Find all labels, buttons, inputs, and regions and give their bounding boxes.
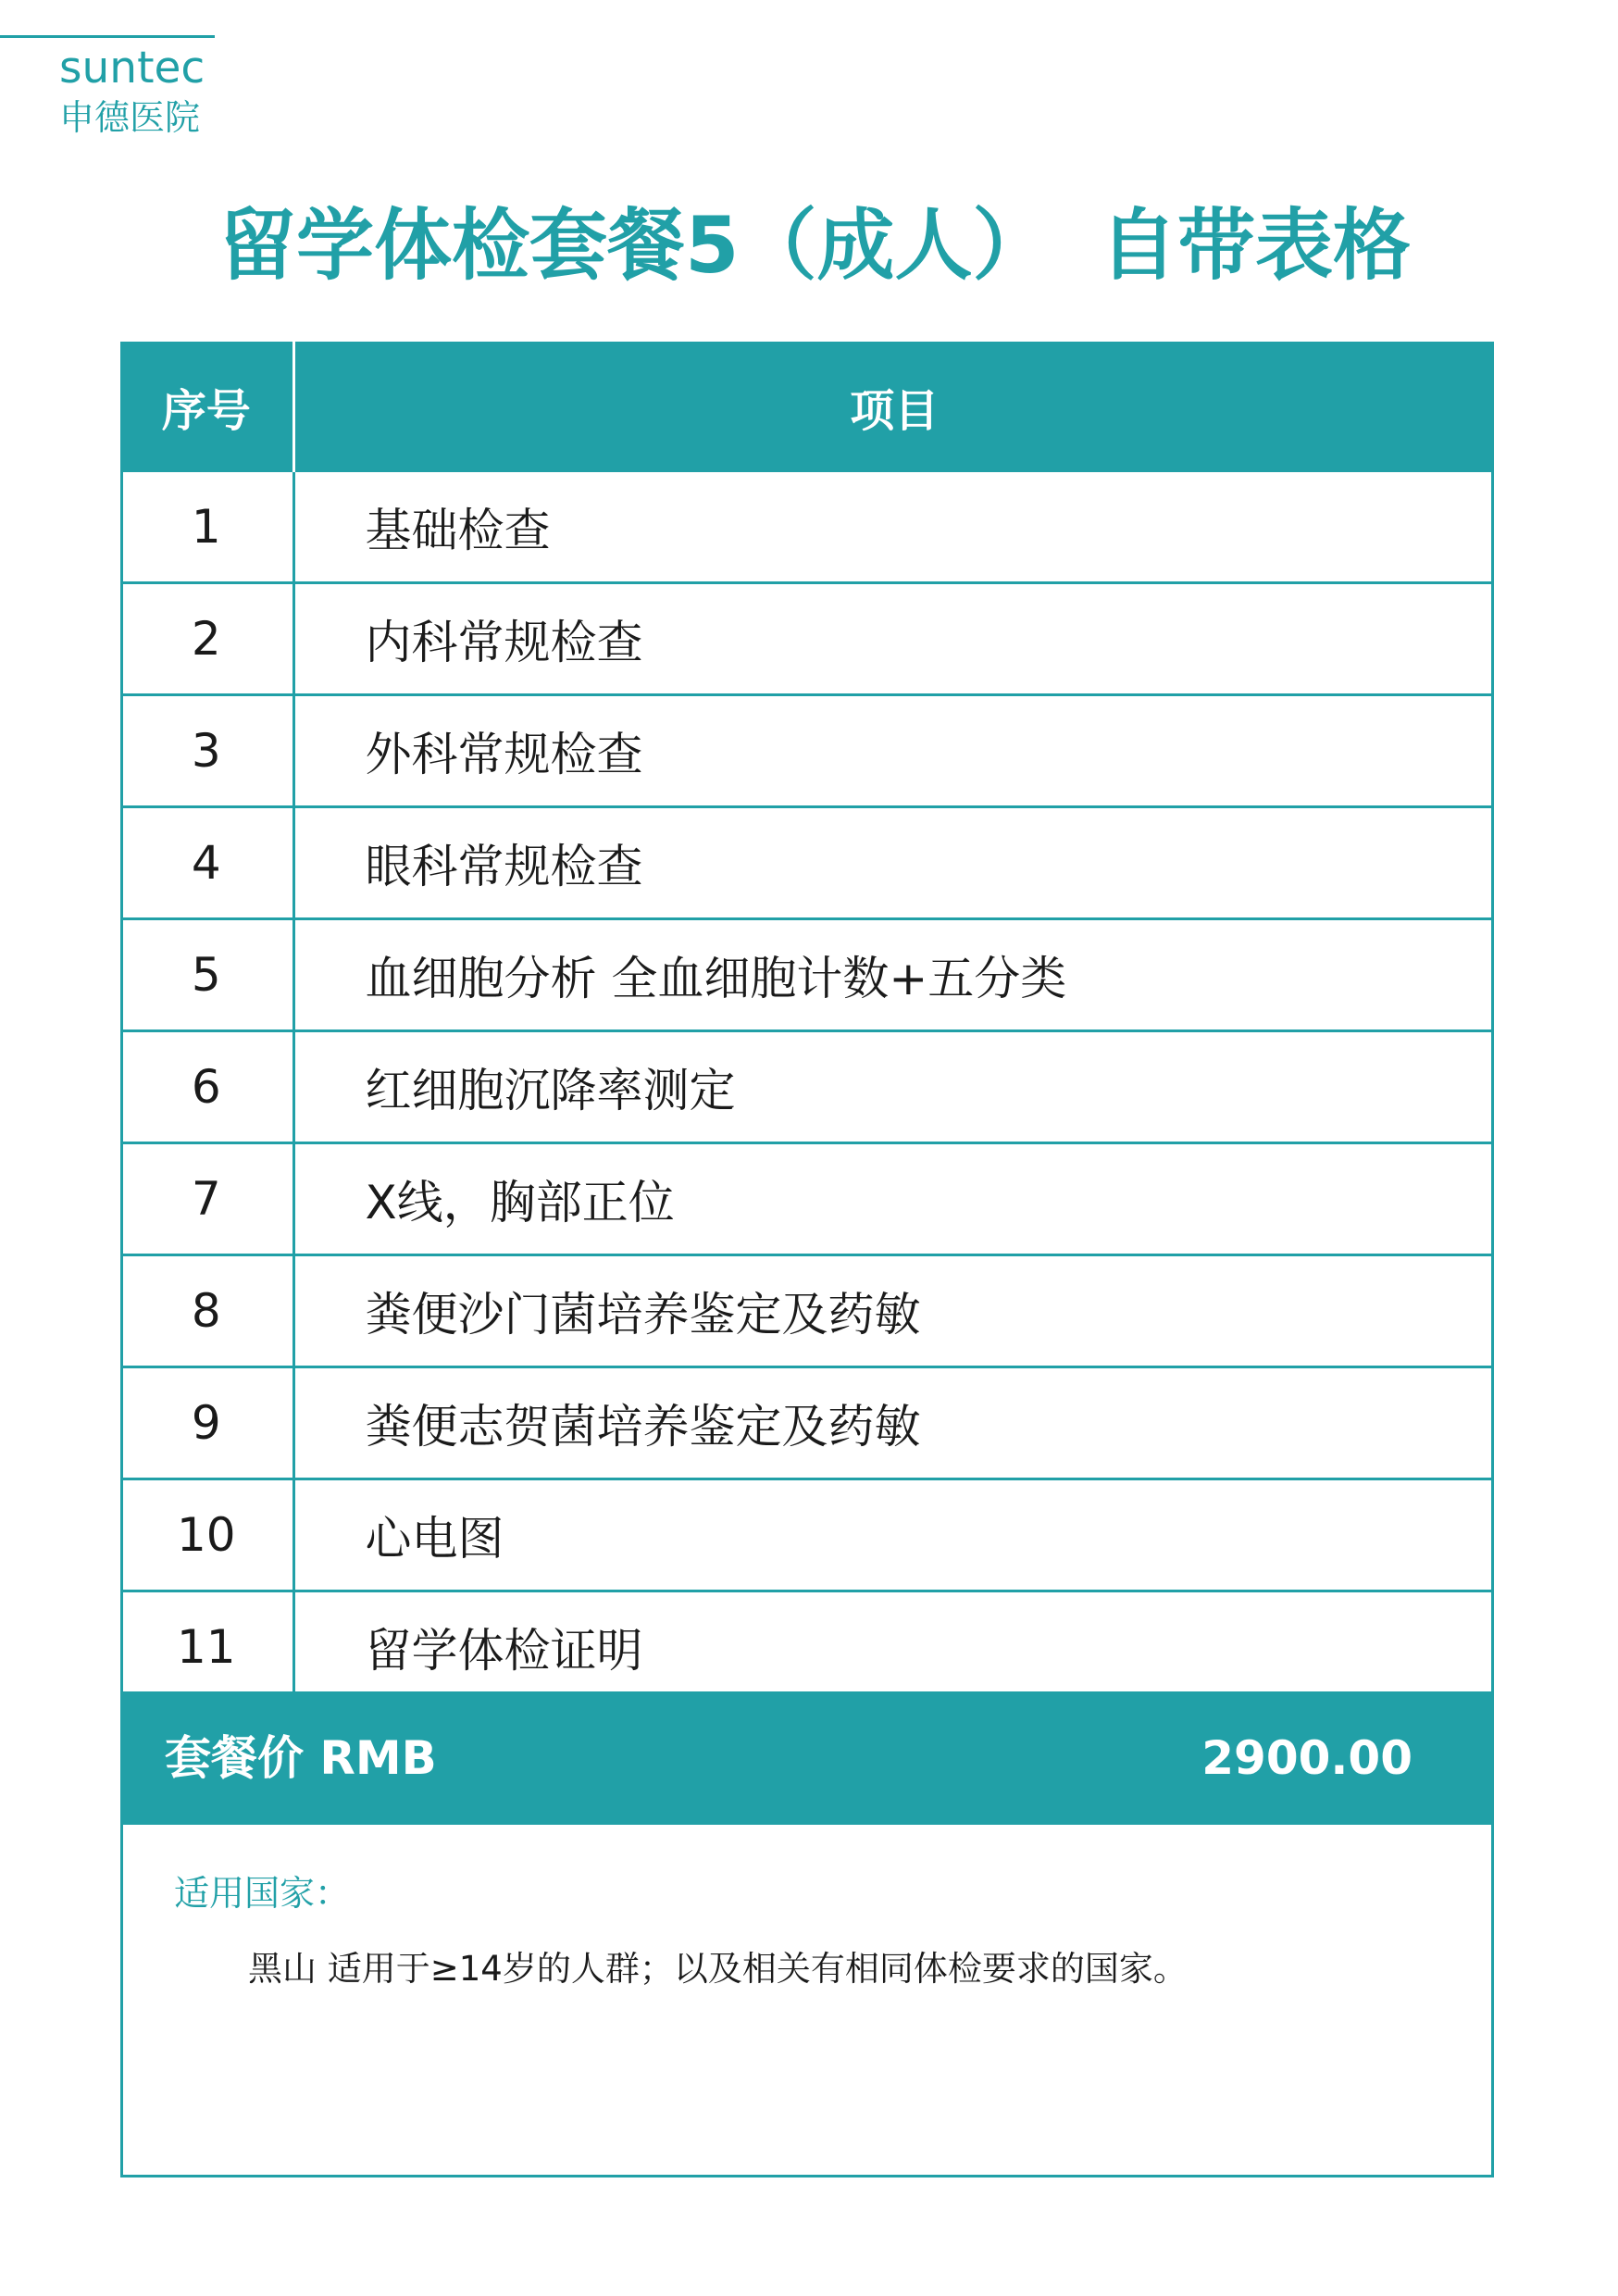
row-number: 3 <box>120 695 293 807</box>
row-item: X线，胸部正位 <box>293 1143 1494 1255</box>
table-row <box>120 807 1494 919</box>
row-item: 眼科常规检查 <box>293 807 1494 919</box>
row-item: 粪便沙门菌培养鉴定及药敏 <box>293 1255 1494 1367</box>
row-number: 4 <box>120 807 293 919</box>
row-item: 留学体检证明 <box>293 1591 1494 1703</box>
table-header-row <box>120 342 1494 472</box>
row-item: 外科常规检查 <box>293 695 1494 807</box>
row-number: 11 <box>120 1591 293 1703</box>
table-row <box>120 1479 1494 1591</box>
row-number: 10 <box>120 1479 293 1591</box>
row-item: 粪便志贺菌培养鉴定及药敏 <box>293 1367 1494 1479</box>
row-number: 2 <box>120 583 293 695</box>
logo-line <box>0 35 215 38</box>
price-bar <box>120 1691 1494 1825</box>
table-row <box>120 1031 1494 1143</box>
header-item: 项目 <box>293 342 1494 472</box>
row-number: 8 <box>120 1255 293 1367</box>
price-value: 2900.00 <box>1201 1731 1413 1785</box>
logo-english: suntec <box>59 43 205 94</box>
table-row <box>120 1591 1494 1703</box>
table-row <box>120 583 1494 695</box>
page-title-suffix: 自带表格 <box>1100 200 1412 291</box>
package-items-table <box>120 342 1494 1704</box>
row-number: 6 <box>120 1031 293 1143</box>
countries-label: 适用国家： <box>174 1873 351 1914</box>
row-item: 基础检查 <box>293 472 1494 583</box>
table-row <box>120 1367 1494 1479</box>
page-title: 留学体检套餐5（成人） <box>218 200 1051 291</box>
row-item: 红细胞沉降率测定 <box>293 1031 1494 1143</box>
countries-text: 黑山 适用于≥14岁的人群；以及相关有相同体检要求的国家。 <box>248 1949 1188 1989</box>
row-item: 血细胞分析 全血细胞计数+五分类 <box>293 919 1494 1031</box>
table-row <box>120 1143 1494 1255</box>
row-item: 心电图 <box>293 1479 1494 1591</box>
table-row <box>120 919 1494 1031</box>
row-number: 7 <box>120 1143 293 1255</box>
logo-chinese: 申德医院 <box>59 97 201 138</box>
header-number: 序号 <box>120 342 293 472</box>
price-label: 套餐价 RMB <box>165 1731 437 1785</box>
row-number: 5 <box>120 919 293 1031</box>
row-item: 内科常规检查 <box>293 583 1494 695</box>
row-number: 1 <box>120 472 293 583</box>
table-row <box>120 472 1494 583</box>
table-row <box>120 1255 1494 1367</box>
row-number: 9 <box>120 1367 293 1479</box>
table-row <box>120 695 1494 807</box>
